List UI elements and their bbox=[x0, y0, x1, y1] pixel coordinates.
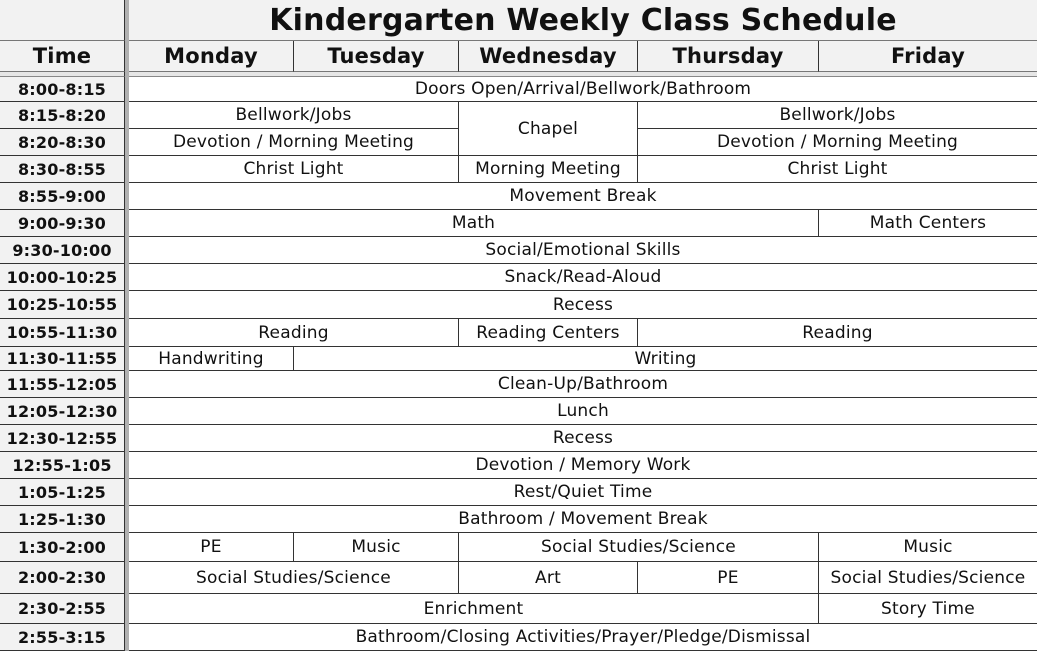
activity-cell: Writing bbox=[294, 347, 1037, 371]
activity-cell: Bathroom / Movement Break bbox=[129, 506, 1037, 533]
activity-cell: PE bbox=[129, 533, 294, 562]
header-tuesday: Tuesday bbox=[294, 41, 459, 72]
time-cell: 8:20-8:30 bbox=[0, 129, 125, 156]
activity-cell: Bellwork/Jobs bbox=[638, 102, 1037, 129]
time-cell: 1:30-2:00 bbox=[0, 533, 125, 562]
time-cell: 12:30-12:55 bbox=[0, 425, 125, 452]
activity-cell: Math Centers bbox=[819, 210, 1037, 237]
activity-cell: Rest/Quiet Time bbox=[129, 479, 1037, 506]
activity-cell: Story Time bbox=[819, 594, 1037, 624]
activity-cell: Art bbox=[459, 562, 638, 594]
activity-cell: Devotion / Memory Work bbox=[129, 452, 1037, 479]
activity-cell: Bellwork/Jobs bbox=[129, 102, 459, 129]
activity-cell: Doors Open/Arrival/Bellwork/Bathroom bbox=[129, 77, 1037, 102]
activity-cell: Music bbox=[294, 533, 459, 562]
activity-cell: Math bbox=[129, 210, 819, 237]
activity-cell: PE bbox=[638, 562, 819, 594]
activity-cell: Christ Light bbox=[129, 156, 459, 183]
activity-cell: Social/Emotional Skills bbox=[129, 237, 1037, 264]
header-friday: Friday bbox=[819, 41, 1037, 72]
time-cell: 8:00-8:15 bbox=[0, 77, 125, 102]
activity-cell: Bathroom/Closing Activities/Prayer/Pledge/Dismissal bbox=[129, 624, 1037, 651]
time-cell: 10:25-10:55 bbox=[0, 291, 125, 319]
time-cell: 12:55-1:05 bbox=[0, 452, 125, 479]
time-cell: 8:30-8:55 bbox=[0, 156, 125, 183]
time-cell: 11:55-12:05 bbox=[0, 371, 125, 398]
time-cell: 8:55-9:00 bbox=[0, 183, 125, 210]
time-cell: 2:30-2:55 bbox=[0, 594, 125, 624]
activity-cell: Clean-Up/Bathroom bbox=[129, 371, 1037, 398]
header-monday: Monday bbox=[129, 41, 294, 72]
header-wednesday: Wednesday bbox=[459, 41, 638, 72]
time-cell: 10:55-11:30 bbox=[0, 319, 125, 347]
time-cell: 9:30-10:00 bbox=[0, 237, 125, 264]
time-cell: 1:05-1:25 bbox=[0, 479, 125, 506]
activity-cell: Chapel bbox=[459, 102, 638, 156]
time-cell: 12:05-12:30 bbox=[0, 398, 125, 425]
activity-cell: Social Studies/Science bbox=[129, 562, 459, 594]
time-cell: 2:55-3:15 bbox=[0, 624, 125, 651]
activity-cell: Morning Meeting bbox=[459, 156, 638, 183]
activity-cell: Devotion / Morning Meeting bbox=[638, 129, 1037, 156]
time-cell: 2:00-2:30 bbox=[0, 562, 125, 594]
activity-cell: Reading Centers bbox=[459, 319, 638, 347]
time-cell: 8:15-8:20 bbox=[0, 102, 125, 129]
activity-cell: Recess bbox=[129, 425, 1037, 452]
activity-cell: Social Studies/Science bbox=[819, 562, 1037, 594]
activity-cell: Snack/Read-Aloud bbox=[129, 264, 1037, 291]
activity-cell: Reading bbox=[129, 319, 459, 347]
time-cell: 10:00-10:25 bbox=[0, 264, 125, 291]
corner-cell bbox=[0, 0, 125, 41]
activity-cell: Enrichment bbox=[129, 594, 819, 624]
time-cell: 9:00-9:30 bbox=[0, 210, 125, 237]
time-cell: 11:30-11:55 bbox=[0, 347, 125, 371]
activity-cell: Social Studies/Science bbox=[459, 533, 819, 562]
activity-cell: Reading bbox=[638, 319, 1037, 347]
time-cell: 1:25-1:30 bbox=[0, 506, 125, 533]
activity-cell: Music bbox=[819, 533, 1037, 562]
activity-cell: Lunch bbox=[129, 398, 1037, 425]
header-time: Time bbox=[0, 41, 125, 72]
header-thursday: Thursday bbox=[638, 41, 819, 72]
activity-cell: Movement Break bbox=[129, 183, 1037, 210]
activity-cell: Devotion / Morning Meeting bbox=[129, 129, 459, 156]
activity-cell: Handwriting bbox=[129, 347, 294, 371]
activity-cell: Recess bbox=[129, 291, 1037, 319]
page-title: Kindergarten Weekly Class Schedule bbox=[129, 0, 1037, 41]
activity-cell: Christ Light bbox=[638, 156, 1037, 183]
